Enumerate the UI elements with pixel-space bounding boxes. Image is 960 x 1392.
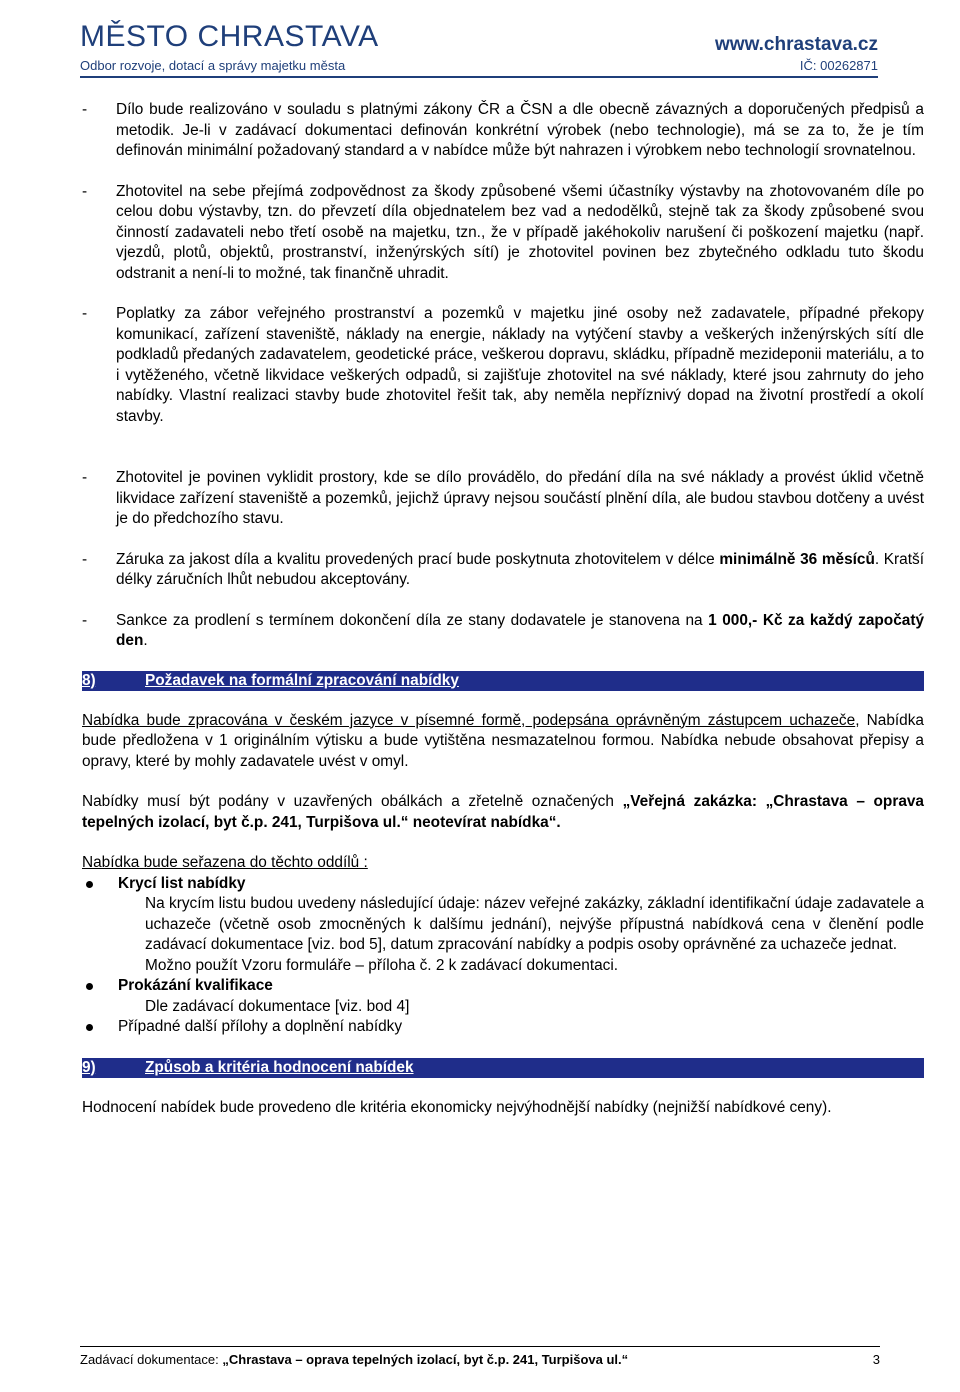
bullet-text: Dle zadávací dokumentace [viz. bod 4]: [145, 997, 410, 1015]
penalty-item: - Sankce za prodlení s termínem dokončení díla ze stany dodavatele je stanovena na 1 000,- Kč za každý započatý den.: [82, 611, 925, 649]
bullet-text: Na krycím listu budou uvedeny následující údaje: název veřejné zakázky, základní identifikační údaje zadavatele a uchazeče (včetně osob zmocněných k dalšímu jednání), nejvýše přípustná nabídková cena v členění podle zadávací dokumentace [viz. bod 5], datum zpracování nabídky a podpis osoby oprávněné za uchazeče jednat.: [145, 895, 924, 953]
city-title: MĚSTO CHRASTAVA: [80, 20, 379, 53]
dash-marker: -: [82, 469, 88, 486]
document-body: [82, 100, 924, 1118]
list-item: - Dílo bude realizováno v souladu s platnými zákony ČR a ČSN a dle obecně závazných a doporučených předpisů a metodik. Je-li v zadávací dokumentaci definován konkrétní výrobek (nebo technologie), má se za to, že je tím definován minimální požadovaný standard a v nabídce může být nahrazen i výrobkem nebo technologií srovnatelnou.: [82, 101, 924, 159]
dash-marker: -: [82, 611, 88, 629]
section-heading-8: 8) Požadavek na formální zpracování nabídky: [82, 671, 924, 691]
page-footer: Zadávací dokumentace: „Chrastava – oprava tepelných izolací, byt č.p. 241, Turpišova ul.“ 3: [80, 1352, 880, 1367]
paragraph: Nabídka bude seřazena do těchto oddílů :: [82, 854, 368, 871]
dash-marker: -: [82, 305, 88, 322]
dash-marker: -: [82, 101, 88, 118]
paragraph: Nabídka bude zpracována v českém jazyce v písemné formě, podepsána oprávněným zástupcem uchazeče, Nabídka bude předložena v 1 originálním výtisku a bude vytištěna nesmazatelnou formou. Nabídka nebude obsahovat přepisy a opravy, které by mohly zadavatele uvést v omyl.: [82, 711, 924, 770]
page-number: 3: [872, 1352, 880, 1367]
paragraph: Hodnocení nabídek bude provedeno dle kritéria ekonomicky nejvýhodnější nabídky (nejnižší nabídkové ceny).: [82, 1098, 832, 1116]
bullet-dot: [86, 983, 93, 990]
bullet-dot: [86, 1024, 93, 1031]
website-link[interactable]: www.chrastava.cz: [715, 34, 878, 55]
bullet-text: Možno použít Vzoru formuláře – příloha č. 2 k zadávací dokumentaci.: [145, 956, 619, 974]
bullet-item: Prokázání kvalifikace: [82, 976, 924, 997]
ic-number: IČ: 00262871: [799, 58, 878, 73]
section-heading-9: 9) Způsob a kritéria hodnocení nabídek: [82, 1058, 924, 1078]
bullet-item: Případné další přílohy a doplnění nabídky: [82, 1017, 924, 1038]
list-item: - Zhotovitel je povinen vyklidit prostory, kde se dílo provádělo, do předání díla na své náklady a provést úklid včetně likvidace zařízení staveniště a pozemků, jejichž úpravy nejsou součástí plnění díla, ale budou stavbou dotčeny a uvést je do předchozího stavu.: [82, 469, 924, 527]
footer-divider: [80, 1346, 880, 1347]
warranty-item: - Záruka za jakost díla a kvalitu provedených prací bude poskytnuta zhotovitelem v délce minimálně 36 měsíců. Kratší délky záručních lhůt nebudou akceptovány.: [82, 550, 924, 588]
page-header: [80, 20, 878, 76]
header-divider: [80, 76, 878, 78]
dash-marker: -: [82, 550, 88, 568]
list-item: - Zhotovitel na sebe přejímá zodpovědnost za škody způsobené všemi účastníky výstavby na zhotovovaném díle po celou dobu výstavby, tzn. do převzetí díla objednatelem bez vad a nedodělků, stejně tak za škody způsobené svou činností zadavateli nebo třetí osobě na majetku, tzn., že v případě jakéhokoliv narušení či poškození majetku (např. vjezdů, plotů, objektů, prostranství, inženýrských sítí) je zhotovitel povinen bez zbytečného odkladu tuto škodu odstranit a není-li to možné, tak finančně uhradit.: [82, 182, 924, 282]
bullet-item: Krycí list nabídky: [82, 874, 924, 895]
dash-marker: -: [82, 182, 88, 200]
list-item: - Poplatky za zábor veřejného prostranství a pozemků v majetku jiné osoby než zadavatele, případné překopy komunikací, zařízení staveniště, náklady na energie, náklady na vytýčení stavby a veškerých inženýrských sítí dle podkladů předaných zadavatelem, geodetické práce, veškerou dopravu, skládku, případně mezideponii materiálu, a to i vytěženého, včetně likvidace veškerých odpadů, si zajišťuje zhotovitel na své náklady, které jsou zahrnuty do jeho nabídky. Vlastní realizaci stavby bude zhotovitel řešit tak, aby neměla nepříznivý dopad na životní prostředí a okolí stavby.: [82, 305, 924, 425]
bullet-dot: [86, 881, 93, 888]
department-subtitle: Odbor rozvoje, dotací a správy majetku města: [80, 58, 346, 73]
paragraph: Nabídky musí být podány v uzavřených obálkách a zřetelně označených „Veřejná zakázka: „Chrastava – oprava tepelných izolací, byt č.p. 241, Turpišova ul.“ neotevírat nabídka“.: [82, 793, 924, 831]
